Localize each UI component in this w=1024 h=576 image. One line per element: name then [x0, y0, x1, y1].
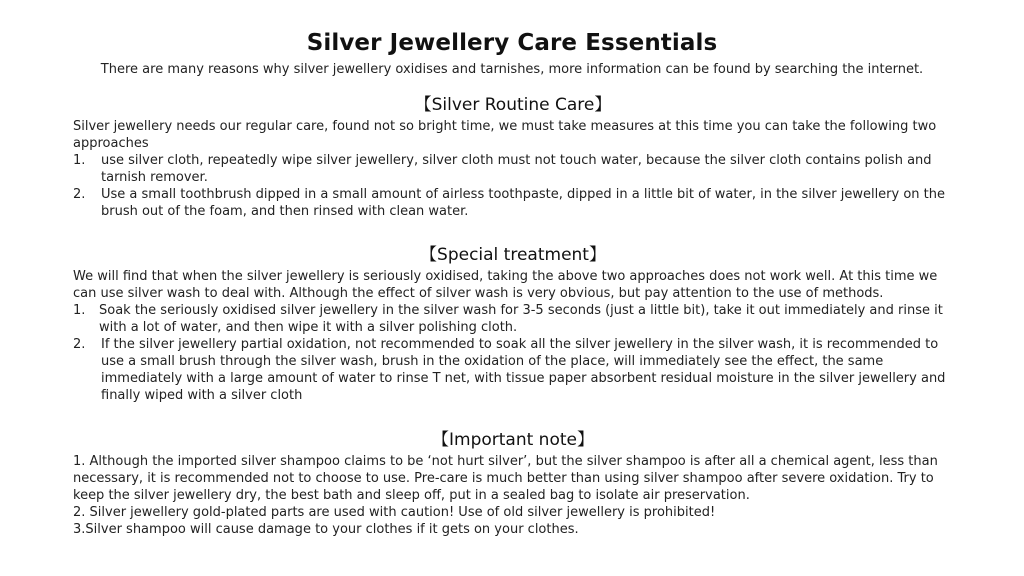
list-item	[73, 152, 953, 186]
note-line: 2. Silver jewellery gold-plated parts are used with caution! Use of old silver jewellery is prohibited!	[73, 505, 716, 520]
list-text: Use a small toothbrush dipped in a small amount of airless toothpaste, dipped in a little bit of water, in the silver jewellery on the brush out of the foam, and then rinsed with clean water.	[101, 187, 946, 219]
list-text: Soak the seriously oxidised silver jewellery in the silver wash for 3-5 seconds (just a little bit), take it out immediately and rinse it with a lot of water, and then wipe it with a silver polishing cloth.	[99, 303, 943, 335]
section-heading: 【Special treatment】	[420, 245, 606, 265]
list-number: 1.	[73, 153, 86, 168]
list-text: If the silver jewellery partial oxidation, not recommended to soak all the silver jewellery in the silver wash, it is recommended to use a small brush through the silver wash, brush in the oxidation of the place, will immediately see the effect, the same immediately with a large amount of water to rinse T net, with tissue paper absorbent residual moisture in the silver jewellery and finally wiped with a silver cloth	[101, 337, 946, 403]
list-item	[73, 336, 953, 404]
numbered-list	[73, 152, 953, 220]
section-intro: We will find that when the silver jewellery is seriously oxidised, taking the above two approaches does not work well. At this time we can use silver wash to deal with. Although the effect of silver wash is very obvious, but pay attention to the use of methods.	[73, 269, 938, 301]
list-number: 1.	[73, 303, 86, 318]
section-special-treatment	[73, 244, 953, 404]
page-subtitle: There are many reasons why silver jewellery oxidises and tarnishes, more information can be found by searching the internet.	[100, 62, 924, 77]
list-number: 2.	[73, 187, 86, 202]
section-important-note	[73, 429, 953, 538]
section-intro: Silver jewellery needs our regular care, found not so bright time, we must take measures at this time you can take the following two approaches	[73, 119, 937, 151]
note-line: 1. Although the imported silver shampoo claims to be ‘not hurt silver’, but the silver shampoo is after all a chemical agent, less than necessary, it is recommended not to choose to use. Pre-care is much better than using silver shampoo after severe oxidation. Try to keep the silver jewellery dry, the best bath and sleep off, put in a sealed bag to isolate air preservation.	[73, 454, 938, 503]
page-title: Silver Jewellery Care Essentials	[306, 30, 718, 56]
section-heading: 【Important note】	[432, 430, 594, 450]
list-text: use silver cloth, repeatedly wipe silver jewellery, silver cloth must not touch water, because the silver cloth contains polish and tarnish remover.	[101, 153, 932, 185]
section-heading: 【Silver Routine Care】	[414, 95, 612, 115]
numbered-list	[73, 302, 953, 404]
section-routine-care	[73, 94, 953, 220]
list-item	[73, 186, 953, 220]
list-number: 2.	[73, 337, 86, 352]
list-item	[73, 302, 953, 336]
note-line: 3.Silver shampoo will cause damage to your clothes if it gets on your clothes.	[73, 522, 579, 537]
